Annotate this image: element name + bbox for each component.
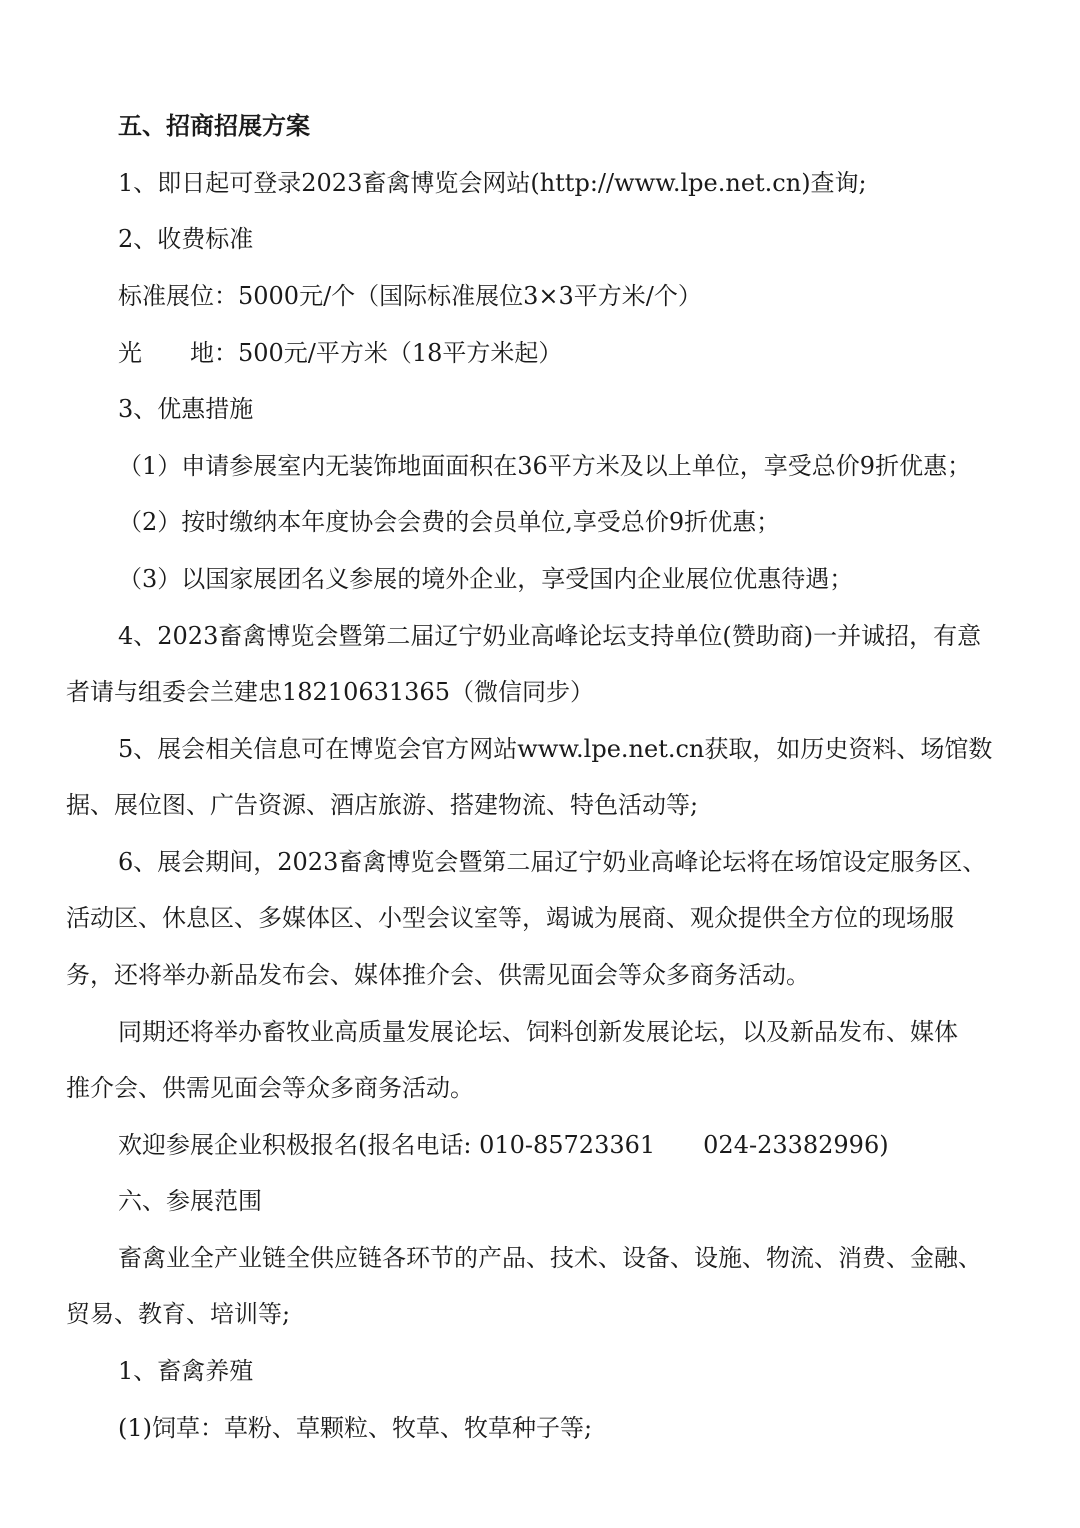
item-sponsors-cont: 者请与组委会兰建忠18210631365（微信同步） <box>66 678 594 706</box>
registration-phones: 欢迎参展企业积极报名(报名电话: 010-85723361 024-23382996) <box>118 1131 889 1159</box>
item-info-cont: 据、展位图、广告资源、酒店旅游、搭建物流、特色活动等; <box>66 791 699 819</box>
item-website: 1、即日起可登录2023畜禽博览会网站(http://www.lpe.net.cn)查询; <box>118 169 867 197</box>
discount-2: （2）按时缴纳本年度协会会费的会员单位,享受总价9折优惠； <box>118 508 781 536</box>
item-sponsors: 4、2023畜禽博览会暨第二届辽宁奶业高峰论坛支持单位(赞助商)一并诚招，有意 <box>118 622 982 650</box>
item-info: 5、展会相关信息可在博览会官方网站www.lpe.net.cn获取，如历史资料、场馆数 <box>118 735 993 763</box>
scope-item-1: 1、畜禽养殖 <box>118 1357 254 1385</box>
item-services: 6、展会期间，2023畜禽博览会暨第二届辽宁奶业高峰论坛将在场馆设定服务区、 <box>118 848 987 876</box>
section-heading-5: 五、招商招展方案 <box>118 111 310 140</box>
item-discounts: 3、优惠措施 <box>118 395 254 423</box>
concurrent-events: 同期还将举办畜牧业高质量发展论坛、饲料创新发展论坛，以及新品发布、媒体 <box>118 1018 958 1046</box>
concurrent-events-cont: 推介会、供需见面会等众多商务活动。 <box>66 1074 474 1102</box>
scope-subitem-forage: (1)饲草：草粉、草颗粒、牧草、牧草种子等; <box>118 1414 593 1442</box>
section-heading-6: 六、参展范围 <box>118 1187 262 1215</box>
item-services-cont-1: 活动区、休息区、多媒体区、小型会议室等，竭诚为展商、观众提供全方位的现场服 <box>66 904 954 932</box>
scope-description: 畜禽业全产业链全供应链各环节的产品、技术、设备、设施、物流、消费、金融、 <box>118 1244 982 1272</box>
item-services-cont-2: 务，还将举办新品发布会、媒体推介会、供需见面会等众多商务活动。 <box>66 961 810 989</box>
discount-1: （1）申请参展室内无装饰地面面积在36平方米及以上单位，享受总价9折优惠； <box>118 452 972 480</box>
discount-3: （3）以国家展团名义参展的境外企业，享受国内企业展位优惠待遇； <box>118 565 854 593</box>
standard-booth-price: 标准展位：5000元/个（国际标准展位3×3平方米/个） <box>118 282 702 310</box>
item-fee-standard: 2、收费标准 <box>118 225 254 253</box>
scope-description-cont: 贸易、教育、培训等; <box>66 1300 291 1328</box>
raw-space-price: 光 地：500元/平方米（18平方米起） <box>118 339 563 367</box>
